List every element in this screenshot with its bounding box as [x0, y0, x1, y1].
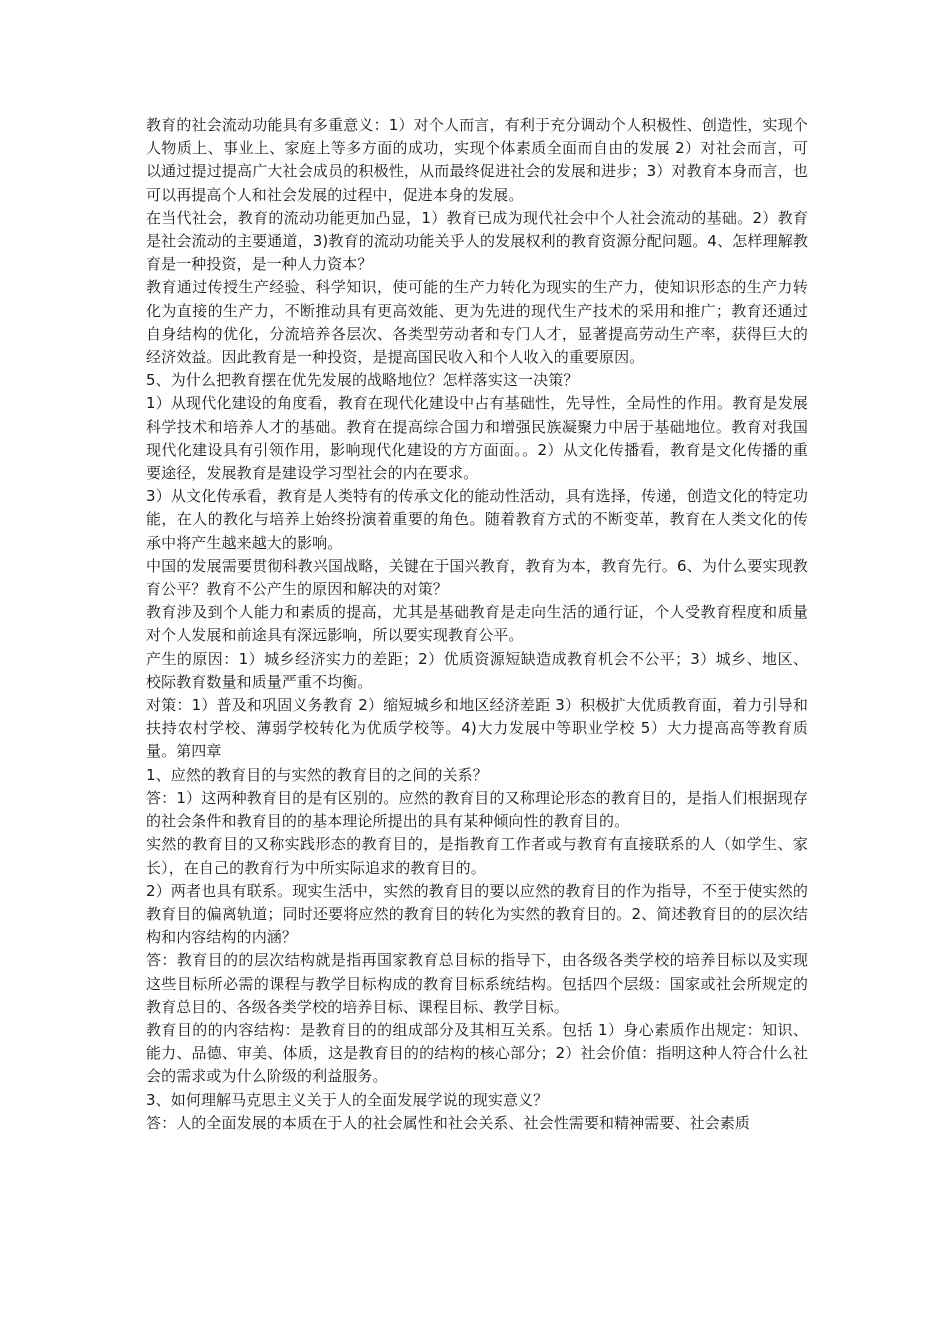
paragraph-education-equity: 教育涉及到个人能力和素质的提高，尤其是基础教育是走向生活的通行证，个人受教育程度和质量对个人发展和前途具有深远影响，所以要实现教育公平。	[146, 603, 808, 645]
paragraph-education-investment: 教育通过传授生产经验、科学知识，使可能的生产力转化为现实的生产力，使知识形态的生产力转化为直接的生产力，不断推动具有更高效能、更为先进的现代生产技术的采用和推广；教育还通过自身结构的优化，分流培养各层次、各类型劳动者和专门人才，显著提高劳动生产率，获得巨大的经济效益。因此教育是一种投资，是提高国民收入和个人收入的重要原因。	[146, 278, 808, 367]
paragraph-hierarchy-structure: 答：教育目的的层次结构就是指再国家教育总目标的指导下，由各级各类学校的培养目标以及实现这些目标所必需的课程与教学目标构成的教育目标系统结构。包括四个层级：国家或社会所规定的教育总目的、各级各类学校的培养目标、课程目标、教学目标。	[146, 951, 808, 1016]
paragraph-content-structure: 教育目的的内容结构：是教育目的的组成部分及其相互关系。包括 1）身心素质作出规定：知识、能力、品德、审美、体质，这是教育目的的结构的核心部分；2）社会价值：指明这种人符合什么社会的需求或为什么阶级的利益服务。	[146, 1020, 808, 1086]
paragraph-answer-ideal-aims: 答：1）这两种教育目的是有区别的。应然的教育目的又称理论形态的教育目的，是指人们根据现存的社会条件和教育目的的基本理论所提出的具有某种倾向性的教育目的。	[146, 788, 808, 831]
question-education-aims-relation: 1、应然的教育目的与实然的教育目的之间的关系？	[146, 765, 488, 784]
question-priority-development: 5、为什么把教育摆在优先发展的战略地位？怎样落实这一决策？	[146, 371, 579, 390]
paragraph-science-education-strategy: 中国的发展需要贯彻科教兴国战略，关键在于国兴教育，教育为本，教育先行。6、为什么要实现教育公平？教育不公产生的原因和解决的对策？	[146, 556, 808, 599]
paragraph-actual-aims: 实然的教育目的又称实践形态的教育目的，是指教育工作者或与教育有直接联系的人（如学生、家长），在自己的教育行为中所实际追求的教育目的。	[146, 835, 808, 877]
paragraph-inequity-causes: 产生的原因：1）城乡经济实力的差距；2）优质资源短缺造成教育机会不公平；3）城乡、地区、校际教育数量和质量严重不均衡。	[146, 649, 808, 691]
document-body	[146, 114, 808, 1135]
paragraph-cultural-inheritance: 3）从文化传承看，教育是人类特有的传承文化的能动性活动，具有选择，传递，创造文化的特定功能，在人的教化与培养上始终扮演着重要的角色。随着教育方式的不断变革，教育在人类文化的传承中将产生越来越大的影响。	[146, 487, 808, 552]
paragraph-aims-connection: 2）两者也具有联系。现实生活中，实然的教育目的要以应然的教育目的作为指导，不至于使实然的教育目的偏离轨道；同时还要将应然的教育目的转化为实然的教育目的。2、简述教育目的的层次结构和内容结构的内涵？	[146, 881, 808, 947]
question-marxist-development: 3、如何理解马克思主义关于人的全面发展学说的现实意义？	[146, 1090, 549, 1109]
paragraph-social-mobility-significance: 教育的社会流动功能具有多重意义：1）对个人而言，有利于充分调动个人积极性、创造性，实现个人物质上、事业上、家庭上等多方面的成功，实现个体素质全面而自由的发展 2）对社会而言，可以通过提过提高广大社会成员的积极性，从而最终促进社会的发展和进步；3）对教育本身而言，也可以再提高个人和社会发展的过程中，促进本身的发展。	[146, 116, 808, 204]
paragraph-mobility-function: 在当代社会，教育的流动功能更加凸显，1）教育已成为现代社会中个人社会流动的基础。2）教育是社会流动的主要通道，3)教育的流动功能关乎人的发展权利的教育资源分配问题。4、怎样理解教育是一种投资，是一种人力资本？	[146, 208, 808, 274]
paragraph-modernization: 1）从现代化建设的角度看，教育在现代化建设中占有基础性，先导性，全局性的作用。教育是发展科学技术和培养人才的基础。教育在提高综合国力和增强民族凝聚力中居于基础地位。教育对我国现代化建设具有引领作用，影响现代化建设的方方面面。。2）从文化传播看，教育是文化传播的重要途径，发展教育是建设学习型社会的内在要求。	[146, 394, 808, 483]
paragraph-countermeasures: 对策：1）普及和巩固义务教育 2）缩短城乡和地区经济差距 3）积极扩大优质教育面，着力引导和扶持农村学校、薄弱学校转化为优质学校等。4)大力发展中等职业学校 5）大力提高高等教育质量。第四章	[146, 696, 808, 761]
paragraph-answer-all-round-development: 答：人的全面发展的本质在于人的社会属性和社会关系、社会性需要和精神需要、社会素质	[146, 1113, 751, 1132]
